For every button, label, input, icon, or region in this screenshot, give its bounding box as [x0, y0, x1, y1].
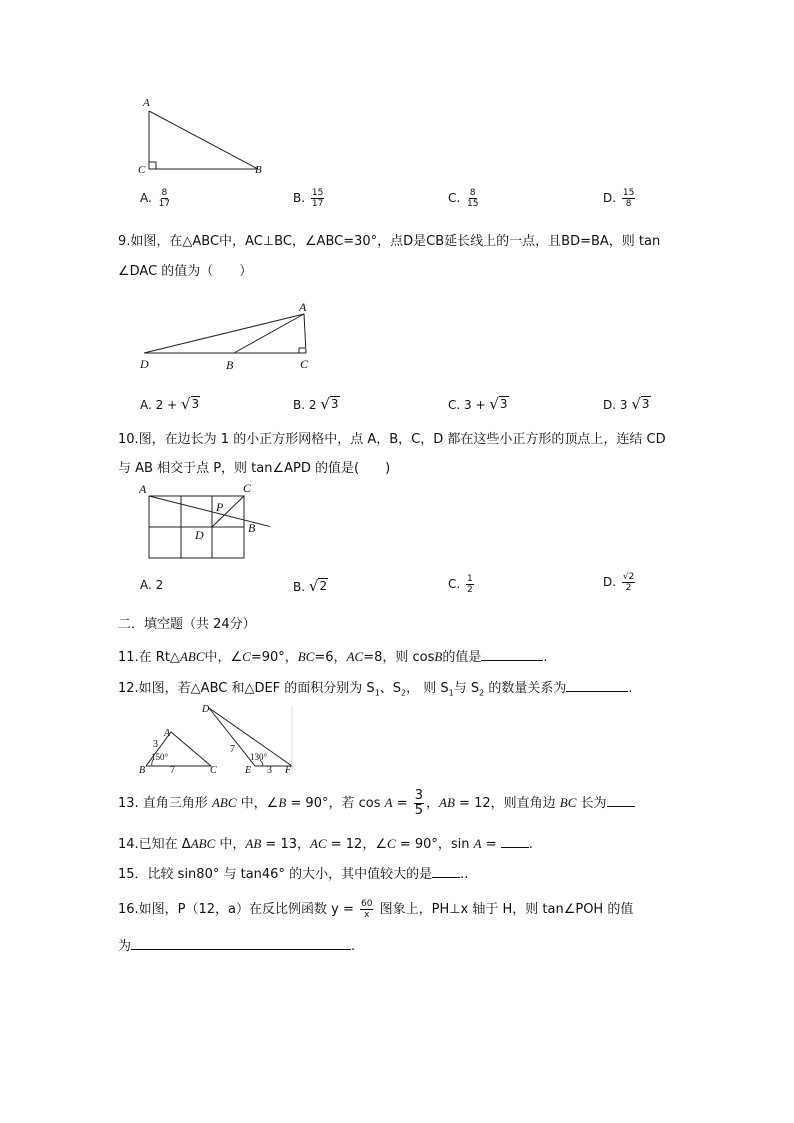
figure-right-triangle-q8 — [130, 95, 270, 185]
q15-answer-blank[interactable] — [432, 865, 460, 878]
label-B: B — [248, 521, 256, 535]
q10-option-b[interactable]: B. √ 2 — [293, 577, 328, 595]
label-C: C — [138, 164, 146, 176]
q10-option-d[interactable]: D. $\frac{√2}{2}$ — [603, 572, 635, 593]
q9-option-b[interactable]: B. 2 √ 3 — [293, 395, 339, 413]
side-bc-label: 7 — [170, 765, 175, 776]
q9-line2: ∠DAC 的值为（ ） — [118, 264, 253, 279]
q8-option-a[interactable]: A. $\frac{8}{17}$ — [140, 188, 171, 209]
figure-triangles-q12 — [135, 702, 300, 777]
q10-line2: 与 AB 相交于点 P，则 tan∠APD 的值是( ) — [118, 461, 391, 476]
label-B: B — [226, 358, 234, 372]
q13: 13. 直角三角形 ABC 中，∠B = 90°，若 cos A = $\frac{3}{5}$ ，AB = 12，则直角边 BC 长为 — [118, 789, 635, 818]
label-C: C — [243, 481, 252, 495]
label-P: P — [216, 500, 224, 514]
side-de-label: 7 — [230, 744, 235, 755]
q12: 12.如图，若△ABC 和△DEF 的面积分别为 $S_1$、$S_2$， 则 $S_1$与 $S_2$ 的数量关系为 . — [118, 681, 633, 698]
label-D: D — [202, 704, 210, 715]
q16-line1: 16.如图，P（12，a）在反比例函数 y = $\frac{60}{x}$ 图象上，PH⊥x 轴于 H，则 tan∠POH 的值 — [118, 899, 634, 920]
q16-answer-blank[interactable] — [131, 937, 351, 950]
label-E: E — [245, 765, 252, 776]
q12-answer-blank[interactable] — [566, 679, 628, 692]
label-B: B — [255, 164, 262, 176]
label-C: C — [210, 765, 217, 776]
label-C: C — [300, 357, 309, 371]
q11: 11.在 Rt△ABC中，∠C=90°，BC=6，AC=8，则 cosB的值是 . — [118, 649, 548, 665]
q9-line1: 9.如图，在△ABC中，AC⊥BC，∠ABC=30°，点D是CB延长线上的一点，且BD=BA，则 tan — [118, 234, 661, 249]
q11-answer-blank[interactable] — [481, 648, 543, 661]
q15: 15．比较 sin80° 与 tan46° 的大小，其中值较大的是 .. — [118, 867, 469, 882]
label-A: A — [164, 728, 171, 739]
q10-line1: 10.图，在边长为 1 的小正方形网格中，点 A，B，C，D 都在这些小正方形的顶点上，连结 CD — [118, 432, 666, 447]
q8-option-b[interactable]: B. $\frac{15}{17}$ — [293, 188, 324, 209]
q8-option-c[interactable]: C. $\frac{8}{15}$ — [448, 188, 479, 209]
side-ef-label: 3 — [267, 765, 272, 776]
q9-option-d[interactable]: D. 3 √ 3 — [603, 395, 650, 413]
q8-option-d[interactable]: D. $\frac{15}{8}$ — [603, 188, 635, 209]
q9-option-c[interactable]: C. 3 + √ 3 — [448, 395, 508, 413]
side-ab-label: 3 — [153, 739, 158, 750]
label-B: B — [139, 765, 146, 776]
q9-option-a[interactable]: A. 2 + √ 3 — [140, 395, 200, 413]
label-A: A — [139, 482, 147, 496]
q16-line2: 为 . — [118, 939, 356, 954]
angle-label-130: 130° — [250, 752, 268, 762]
q14-answer-blank[interactable] — [501, 835, 529, 848]
section-title-fill-in: 二．填空题（共 24分） — [118, 617, 256, 632]
q10-option-a[interactable]: A. 2 — [140, 578, 164, 592]
label-D: D — [195, 528, 204, 542]
q14: 14.已知在 ΔABC 中，AB = 13，AC = 12，∠C = 90°，sin A = . — [118, 836, 533, 852]
angle-label-150: 150° — [151, 752, 169, 762]
label-F: F — [285, 765, 292, 776]
q10-option-c[interactable]: C. $\frac{1}{2}$ — [448, 574, 473, 595]
label-D: D — [140, 357, 149, 371]
label-A: A — [143, 97, 150, 109]
q13-answer-blank[interactable] — [607, 794, 635, 807]
label-A: A — [299, 300, 307, 314]
